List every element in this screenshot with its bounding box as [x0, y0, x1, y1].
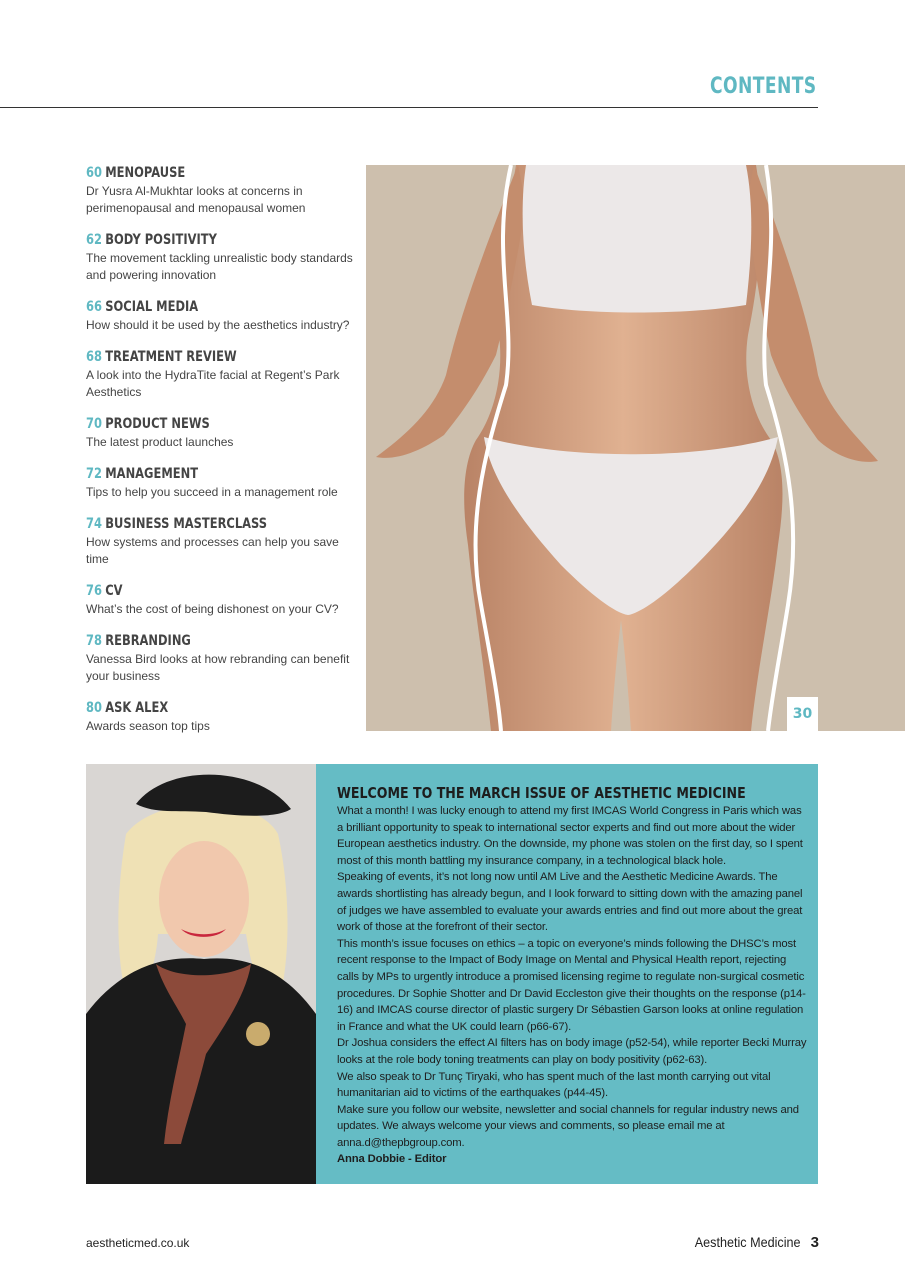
body-silhouette-illustration [366, 165, 905, 731]
editor-letter-paragraph: We also speak to Dr Tunç Tiryaki, who has spent much of the last month carrying out vital humanitarian aid to victims of the earthquakes (p44-45). [337, 1070, 771, 1100]
contents-item-description: The movement tackling unrealistic body standards and powering innovation [86, 251, 353, 282]
contents-item-title: ASK ALEX [105, 700, 169, 716]
contents-item-page: 60 [86, 165, 102, 181]
page-title: CONTENTS [710, 74, 817, 99]
contents-item-heading [86, 632, 307, 651]
contents-item-heading [86, 699, 307, 718]
contents-item-heading [86, 164, 307, 183]
contents-item-heading [86, 515, 307, 534]
contents-item-page: 70 [86, 416, 102, 432]
editor-portrait [86, 764, 316, 1184]
editor-letter-paragraph: What a month! I was lucky enough to attend my first IMCAS World Congress in Paris which was a brilliant opportunity to speak to international sector experts and find out more about the wider European aesthetics industry. On the downside, my phone was stolen on the first day, so I spent most of this month battling my insurance company, in a technological black hole. [337, 805, 803, 867]
contents-item-page: 68 [86, 349, 102, 365]
contents-item-description: The latest product launches [86, 435, 234, 449]
contents-item-heading [86, 348, 307, 367]
contents-item-description: Dr Yusra Al-Mukhtar looks at concerns in perimenopausal and menopausal women [86, 184, 306, 215]
contents-item-description: Vanessa Bird looks at how rebranding can benefit your business [86, 652, 350, 683]
contents-item-heading [86, 582, 307, 601]
contents-item[interactable] [86, 415, 356, 451]
editor-letter-paragraph: This month’s issue focuses on ethics – a topic on everyone’s minds following the DHSC’s most recent response to the Impact of Body Image on Mental and Physical Health report, rejecting calls by MPs to urgently introduce a promised licensing regime to regulate non-surgical cosmetic procedures. Dr Sophie Shotter and Dr David Eccleston give their thoughts on the response (p14-16) and IMCAS course director of plastic surgery Dr Sébastien Garson looks at online regulation in France and what the UK could learn (p66-67). [337, 937, 806, 1033]
publication-name: Aesthetic Medicine [694, 1234, 801, 1250]
contents-item-page: 80 [86, 700, 102, 716]
contents-item-heading [86, 415, 307, 434]
editor-portrait-illustration [86, 764, 316, 1184]
contents-item[interactable] [86, 515, 356, 568]
contents-item-description: How should it be used by the aesthetics industry? [86, 318, 350, 332]
contents-item-title: CV [105, 583, 123, 599]
editor-letter-title: WELCOME TO THE MARCH ISSUE OF AESTHETIC MEDICINE [337, 784, 746, 802]
editor-letter-paragraph: Make sure you follow our website, newsletter and social channels for regular industry news and updates. We always welcome your views and comments, so please email me at anna.d@thepbgroup.com. [337, 1103, 799, 1149]
contents-item-title: SOCIAL MEDIA [105, 299, 199, 315]
contents-item-page: 66 [86, 299, 102, 315]
contents-item-title: PRODUCT NEWS [105, 416, 210, 432]
contents-item-heading [86, 465, 307, 484]
contents-item-title: MANAGEMENT [105, 466, 199, 482]
contents-item[interactable] [86, 632, 356, 685]
cover-feature-image[interactable] [366, 165, 905, 731]
contents-item[interactable] [86, 231, 356, 284]
contents-item-page: 78 [86, 633, 102, 649]
contents-item-title: BUSINESS MASTERCLASS [105, 516, 268, 532]
contents-item[interactable] [86, 699, 356, 735]
contents-item[interactable] [86, 348, 356, 401]
contents-item-description: Tips to help you succeed in a management role [86, 485, 338, 499]
contents-item-description: A look into the HydraTite facial at Regent’s Park Aesthetics [86, 368, 340, 399]
editor-letter [337, 784, 809, 1168]
contents-item[interactable] [86, 465, 356, 501]
editor-letter-paragraph: Speaking of events, it’s not long now until AM Live and the Aesthetic Medicine Awards. The awards shortlisting has already begun, and I look forward to sitting down with the amazing panel of judges we have assembled to evaluate your awards entries and find out more about the great work of those at the forefront of their sector. [337, 871, 803, 934]
contents-item-title: MENOPAUSE [105, 165, 186, 181]
contents-item-page: 62 [86, 232, 102, 248]
contents-item-page: 74 [86, 516, 102, 532]
contents-item[interactable] [86, 164, 356, 217]
page-badge: 30 [787, 697, 818, 731]
contents-item-description: How systems and processes can help you save time [86, 535, 339, 566]
contents-item[interactable] [86, 582, 356, 618]
footer-publication [683, 1234, 819, 1251]
contents-item-title: TREATMENT REVIEW [105, 349, 237, 365]
contents-item-page: 72 [86, 466, 102, 482]
contents-item-title: BODY POSITIVITY [105, 232, 217, 248]
page-number: 3 [810, 1234, 819, 1251]
contents-item-description: What’s the cost of being dishonest on your CV? [86, 602, 339, 616]
contents-item-description: Awards season top tips [86, 719, 210, 733]
header-divider [0, 107, 818, 108]
contents-item-page: 76 [86, 583, 102, 599]
contents-item-title: REBRANDING [105, 633, 191, 649]
contents-list [86, 164, 356, 749]
footer-website-link[interactable]: aestheticmed.co.uk [86, 1236, 190, 1250]
contents-item[interactable] [86, 298, 356, 334]
editor-signoff: Anna Dobbie - Editor [337, 1153, 447, 1166]
editor-letter-paragraph: Dr Joshua considers the effect AI filters has on body image (p52-54), while reporter Becki Murray looks at the role body toning treatments can play on body positivity (p62-63). [337, 1037, 807, 1066]
contents-item-heading [86, 298, 307, 317]
editor-letter-body [337, 803, 809, 1168]
editor-welcome-panel [86, 764, 818, 1184]
contents-item-heading [86, 231, 307, 250]
